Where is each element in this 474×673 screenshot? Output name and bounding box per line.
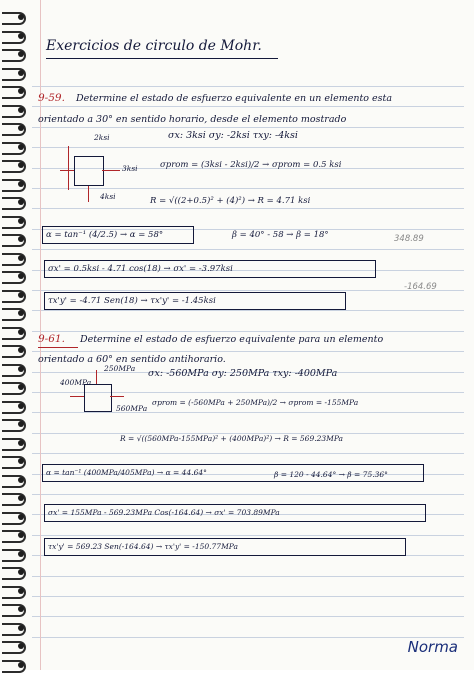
stress-arrow — [70, 396, 84, 397]
problem1-statement-1: Determine el estado de esfuerzo equivalente en un elemento esta — [76, 93, 392, 104]
spiral-coil — [2, 399, 28, 413]
ruled-line — [32, 188, 464, 189]
problem1-radius: R = √((2+0.5)² + (4)²) → R = 4.71 ksi — [150, 196, 311, 206]
spiral-coil — [2, 436, 28, 450]
ruled-line — [32, 290, 464, 291]
spiral-coil — [2, 510, 28, 524]
problem2-radius: R = √((560MPa-155MPa)² + (400MPa)²) → R = 569.23MPa — [120, 434, 344, 443]
diagram1-right-label: 3ksi — [122, 164, 138, 173]
spiral-coil — [2, 177, 28, 191]
problem1-tau-prime: τx'y' = -4.71 Sen(18) → τx'y' = -1.45ksi — [48, 296, 216, 306]
answer-box — [42, 464, 424, 482]
ruled-line — [32, 351, 464, 352]
ruled-line — [32, 535, 464, 536]
spiral-coil — [2, 658, 28, 672]
spiral-coil — [2, 325, 28, 339]
problem2-underline — [38, 347, 78, 348]
answer-box — [44, 292, 346, 310]
problem2-statement-2: orientado a 60° en sentido antihorario. — [38, 354, 226, 365]
spiral-coil — [2, 417, 28, 431]
problem1-sigma-prom: σprom = (3ksi - 2ksi)/2 → σprom = 0.5 ksi — [160, 160, 342, 170]
problem1-beta: β = 40° - 58 → β = 18° — [232, 230, 329, 240]
ruled-line — [32, 208, 464, 209]
spiral-coil — [2, 584, 28, 598]
ruled-line — [32, 494, 464, 495]
spiral-coil — [2, 66, 28, 80]
ruled-line — [32, 106, 464, 107]
stress-arrow — [88, 186, 89, 202]
spiral-coil — [2, 232, 28, 246]
spiral-coil — [2, 269, 28, 283]
spiral-coil — [2, 565, 28, 579]
answer-box — [42, 226, 194, 244]
ruled-line — [32, 453, 464, 454]
problem1-alpha: α = tan⁻¹ (4/2.5) → α = 58° — [46, 230, 164, 240]
stress-arrow — [102, 170, 120, 171]
problem2-sigma-prom: σprom = (-560MPa + 250MPa)/2 → σprom = -155MPa — [152, 398, 359, 407]
spiral-coil — [2, 29, 28, 43]
page-title: Exercicios de circulo de Mohr. — [46, 38, 262, 54]
ruled-line — [32, 310, 464, 311]
ruled-line — [32, 412, 464, 413]
spiral-coil — [2, 639, 28, 653]
ruled-line — [32, 147, 464, 148]
answer-box — [44, 260, 376, 278]
spiral-coil — [2, 306, 28, 320]
spiral-coil — [2, 10, 28, 24]
spiral-coil — [2, 528, 28, 542]
spiral-coil — [2, 602, 28, 616]
spiral-coil — [2, 362, 28, 376]
ruled-line — [32, 596, 464, 597]
diagram1-top-label: 2ksi — [94, 133, 110, 142]
problem2-sigma-x-prime: σx' = 155MPa - 569.23MPa Cos(-164.64) → σx' = 703.89MPa — [48, 508, 280, 517]
ruled-line — [32, 616, 464, 617]
spiral-coil — [2, 195, 28, 209]
diagram1-bottom-label: 4ksi — [100, 192, 116, 201]
problem1-givens: σx: 3ksi σy: -2ksi τxy: -4ksi — [168, 130, 298, 141]
diagram2-top-label: 250MPa — [104, 364, 136, 373]
spiral-coil — [2, 121, 28, 135]
problem1-statement-2: orientado a 30° en sentido horario, desde el elemento mostrado — [38, 114, 347, 125]
stress-element-1 — [74, 156, 104, 186]
problem2-givens: σx: -560MPa σy: 250MPa τxy: -400MPa — [148, 368, 338, 379]
brand-logo: Norma — [407, 638, 458, 656]
diagram2-side-label: 400MPa — [60, 378, 92, 387]
ruled-line — [32, 86, 464, 87]
spiral-coil — [2, 473, 28, 487]
problem2-statement-1: Determine el estado de esfuerzo equivalente para un elemento — [80, 334, 384, 345]
diagram2-right-label: 560MPa — [116, 404, 148, 413]
answer-box — [44, 538, 406, 556]
title-underline — [46, 58, 278, 59]
spiral-coil — [2, 47, 28, 61]
problem2-number: 9-61. — [38, 333, 65, 345]
ruled-line — [32, 127, 464, 128]
stress-element-2 — [84, 384, 112, 412]
spiral-coil — [2, 380, 28, 394]
spiral-coil — [2, 158, 28, 172]
stress-arrow — [110, 396, 124, 397]
spiral-coil — [2, 343, 28, 357]
problem2-alpha: α = tan⁻¹ (400MPa/405MPa) → α = 44.64° — [46, 468, 207, 477]
pencil-note-1: 348.89 — [394, 234, 424, 244]
problem1-sigma-x-prime: σx' = 0.5ksi - 4.71 cos(18) → σx' = -3.97ksi — [48, 264, 233, 274]
ruled-line — [32, 637, 464, 638]
answer-box — [44, 504, 426, 522]
pencil-note-2: -164.69 — [404, 282, 437, 292]
stress-arrow — [68, 146, 69, 190]
spiral-coil — [2, 547, 28, 561]
spiral-coil — [2, 251, 28, 265]
problem2-tau-prime: τx'y' = 569.23 Sen(-164.64) → τx'y' = -150.77MPa — [48, 542, 238, 551]
spiral-coil — [2, 84, 28, 98]
spiral-coil — [2, 288, 28, 302]
problem1-number: 9-59. — [38, 92, 65, 104]
ruled-line — [32, 249, 464, 250]
spiral-coil — [2, 621, 28, 635]
stress-arrow — [60, 170, 74, 171]
spiral-coil — [2, 103, 28, 117]
spiral-binding — [0, 0, 30, 670]
spiral-coil — [2, 454, 28, 468]
spiral-coil — [2, 140, 28, 154]
ruled-line — [32, 576, 464, 577]
spiral-coil — [2, 491, 28, 505]
spiral-coil — [2, 214, 28, 228]
ruled-line — [32, 331, 464, 332]
problem2-beta: β = 120 - 44.64° → β = 75.36° — [274, 470, 388, 479]
stress-arrow — [96, 370, 97, 384]
